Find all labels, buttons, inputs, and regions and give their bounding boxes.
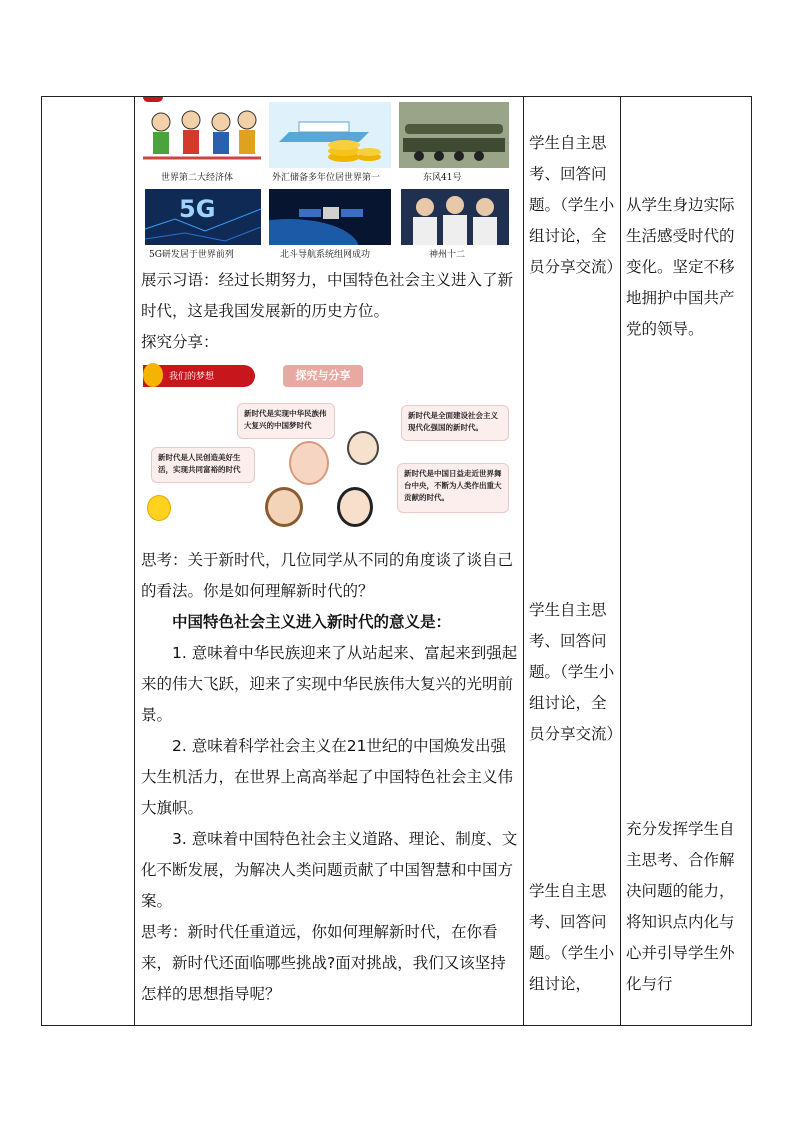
image-caption: 5G研发居于世界前列 <box>149 250 234 260</box>
girl-dark-hair-character-icon <box>337 487 373 527</box>
image-caption: 东风41号 <box>423 173 462 183</box>
image-caption: 北斗导航系统组网成功 <box>280 250 371 260</box>
student-activity-3: 学生自主思考、回答问题。（学生小组讨论， <box>529 882 615 993</box>
boy-glasses-character-icon <box>347 431 379 465</box>
5g-label: 5G <box>179 195 216 223</box>
5g-photo-icon <box>145 189 261 245</box>
explore-label: 探究分享： <box>141 333 219 351</box>
significance-title: 中国特色社会主义进入新时代的意义是： <box>172 613 452 631</box>
column-divider <box>620 97 621 1025</box>
significance-point-3: 3. 意味着中国特色社会主义道路、理论、制度、文化不断发展，为解决人类问题贡献了中国智慧和中国方案。 <box>141 830 518 910</box>
significance-point-1: 1. 意味着中华民族迎来了从站起来、富起来到强起来的伟大飞跃，迎来了实现中华民族伟大复兴的光明前景。 <box>141 644 518 724</box>
column-divider <box>134 97 135 1025</box>
image-caption: 外汇储备多年位居世界第一 <box>272 173 381 183</box>
column-divider <box>523 97 524 1025</box>
girl-character-icon <box>289 441 329 485</box>
show-quote-block <box>141 265 519 358</box>
lesson-table <box>41 96 752 1026</box>
runners-illustration-icon <box>143 102 261 168</box>
design-intent-1: 从学生身边实际生活感受时代的变化。坚定不移地拥护中国共产党的领导。 <box>626 196 735 338</box>
think-question-2: 思考：新时代任重道远，你如何理解新时代，在你看来，新时代还面临哪些挑战?面对挑战，我们又该坚持怎样的思想指导呢？ <box>141 923 506 1003</box>
design-intent-cell <box>626 97 748 1025</box>
banner-left-label: 我们的梦想 <box>169 372 215 382</box>
banner-right-label: 探究与分享 <box>283 365 363 387</box>
medal-icon <box>143 363 163 387</box>
significance-point-2: 2. 意味着科学社会主义在21世纪的中国焕发出强大生机活力，在世界上高高举起了中国特色社会主义伟大旗帜。 <box>141 737 514 817</box>
image-caption: 世界第二大经济体 <box>161 173 234 183</box>
astronauts-photo-icon <box>401 189 509 245</box>
student-activity-2: 学生自主思考、回答问题。（学生小组讨论，全员分享交流） <box>529 601 623 743</box>
boy-character-icon <box>265 487 303 527</box>
show-quote: 展示习语：经过长期努力，中国特色社会主义进入了新时代，这是我国发展新的历史方位。 <box>141 271 514 320</box>
lightbulb-icon <box>147 495 171 521</box>
satellite-photo-icon <box>269 189 391 245</box>
think-question-1: 思考：关于新时代，几位同学从不同的角度谈了谈自己的看法。你是如何理解新时代的？ <box>141 551 514 600</box>
content-cell <box>141 97 519 1025</box>
ship-coins-illustration-icon <box>269 102 391 168</box>
missile-vehicles-photo-icon <box>399 102 509 168</box>
speech-bubble: 新时代是实现中华民族伟大复兴的中国梦时代 <box>237 403 335 439</box>
student-activity-1: 学生自主思考、回答问题。（学生小组讨论，全员分享交流） <box>529 134 623 276</box>
discussion-block <box>141 545 519 1010</box>
student-activity-cell <box>529 97 623 1025</box>
dream-banner <box>143 365 255 387</box>
speech-bubble: 新时代是全面建设社会主义现代化强国的新时代。 <box>401 405 509 441</box>
design-intent-2: 充分发挥学生自主思考、合作解决问题的能力，将知识点内化与心并引导学生外化与行 <box>626 820 735 993</box>
image-caption: 神州十二 <box>429 250 466 260</box>
speech-bubble: 新时代是人民创造美好生活，实现共同富裕的时代 <box>151 447 255 483</box>
speech-bubble: 新时代是中国日益走近世界舞台中央，不断为人类作出重大贡献的时代。 <box>397 463 509 513</box>
